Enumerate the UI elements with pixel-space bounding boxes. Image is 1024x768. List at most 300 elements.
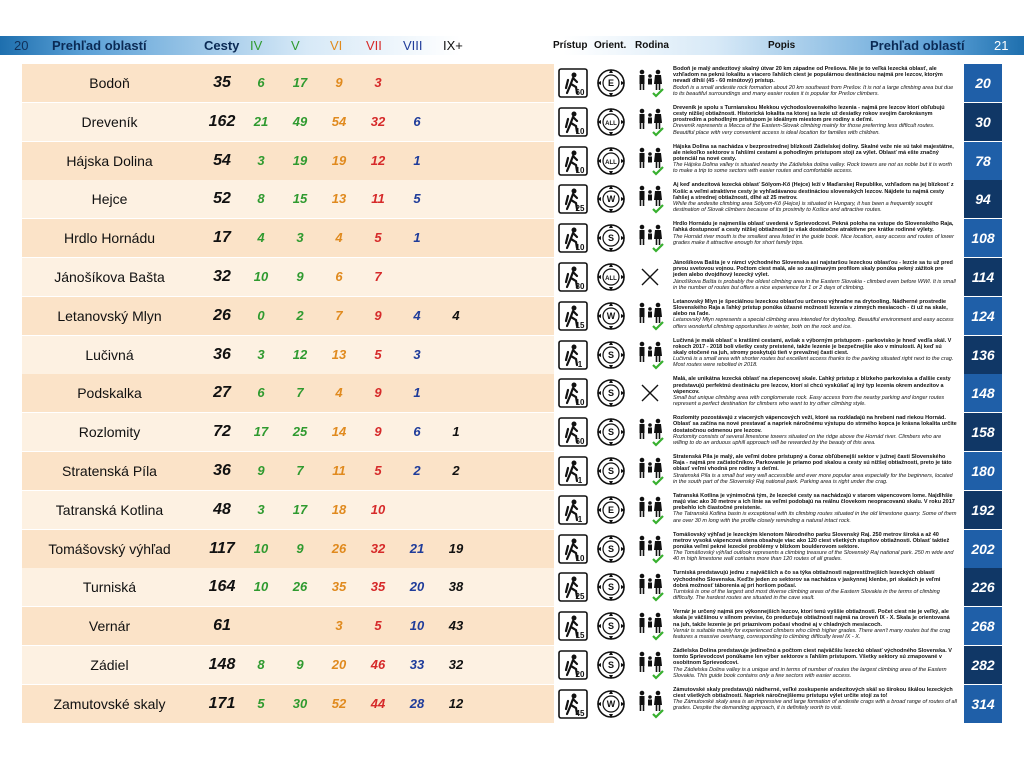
description-cell xyxy=(670,568,960,606)
table-row xyxy=(22,530,1002,568)
description-en: Letanovský Mlyn represents a special climbing area intended for drytooling. Beautiful environment and easy access offers wonderful climbing opportunities in winter, both on the rock and ice. xyxy=(673,317,954,330)
orientation-label: S xyxy=(607,543,615,554)
compass-icon xyxy=(596,340,626,370)
icons-cell xyxy=(555,374,669,412)
page-number-right: 21 xyxy=(994,38,1009,53)
description-sk: Hrdlo Hornádu je najmenšia oblasť uvedená v Sprievodcovi. Pekná poloha na vstupe do Slovenského Raja, ľahká dostupnosť a cesty nižšej obtiažnosti ju však dostatočne atraktívne pre krátke rodinné výlety. xyxy=(673,221,954,234)
orientation-label: S xyxy=(607,466,615,476)
col-header-vi: VI xyxy=(330,38,343,53)
routes-count: 171 xyxy=(208,694,236,712)
access-minutes: 25 xyxy=(575,592,585,602)
table-row xyxy=(22,374,1002,412)
grade-viii-count: 1 xyxy=(413,385,421,401)
icons-cell xyxy=(555,180,669,218)
family-icon xyxy=(635,340,665,370)
grade-vi-count: 35 xyxy=(331,579,347,595)
table-row xyxy=(22,452,1002,490)
grade-iv-count: 10 xyxy=(253,269,269,284)
orientation-label: ALL xyxy=(605,120,617,127)
grade-vii-count: 32 xyxy=(370,540,386,556)
routes-count: 117 xyxy=(209,539,235,557)
page-title-right: Prehľad oblastí xyxy=(870,38,965,53)
grade-iv-count: 10 xyxy=(253,579,269,595)
description-sk: Zádielska Dolina predstavuje jedinečnú a počtom ciest najväčšiu lezeckú oblasť východného Slovenska. V tomto Sprievodcovi ponúkame len výber sektorov s ľahším prístupom. Všetky sektory sú zmapované v osobitnom Sprievodcovi. xyxy=(673,648,952,667)
compass-icon xyxy=(596,650,626,680)
icons-cell xyxy=(555,103,669,141)
description-sk: Tatranská Kotlina je výnimočná tým, že lezecké cesty sa nachádzajú v starom vápencovom lome. Najdlhšie majú viac ako 30 metrov a ich línie sa veľmi podobajú na reálnu človekom neopracovanú skalu. V roku 2017 prebehlo ich čiastočné preistenie. xyxy=(673,492,955,512)
grade-v-count: 2 xyxy=(296,307,304,323)
access-minutes: 20 xyxy=(575,670,585,679)
page-link[interactable]: 124 xyxy=(964,297,1002,335)
grade-iv-count: 3 xyxy=(257,152,265,168)
grade-viii-count: 3 xyxy=(413,346,421,362)
description-en: Rozlomity consists of several limestone towers situated on the ridge above the Hornád river. Climbers who are willing to do an arduous uphill approach will be rewarded by the beauty of this area. xyxy=(673,433,942,446)
orientation-label: S xyxy=(607,660,615,670)
grade-v-count xyxy=(281,607,319,645)
description-cell xyxy=(670,374,960,412)
col-header-cesty: Cesty xyxy=(204,38,240,53)
description-text xyxy=(670,64,960,97)
orientation-label: W xyxy=(606,194,616,205)
description-en: Turniská is one of the largest and most diverse climbing areas of the Eastern Slovakia in the terms of climbing difficulty. The hardest routes are situated in the cave vault. xyxy=(673,589,940,602)
grade-v-count: 25 xyxy=(292,424,308,440)
description-text xyxy=(670,258,960,291)
description-text xyxy=(670,413,960,446)
compass-icon xyxy=(596,689,626,719)
description-text xyxy=(670,568,960,601)
hiker-icon xyxy=(558,107,588,137)
grade-vii-count: 5 xyxy=(374,463,382,478)
grade-vii-count: 11 xyxy=(371,191,385,207)
area-name[interactable]: Lučivná xyxy=(85,346,134,363)
icons-cell xyxy=(555,452,669,490)
description-cell xyxy=(670,413,960,451)
access-minutes: 10 xyxy=(575,126,585,136)
description-cell xyxy=(670,646,960,684)
description-text xyxy=(670,685,960,712)
description-text xyxy=(670,491,960,524)
access-minutes: 10 xyxy=(575,165,585,175)
grade-iv-count: 0 xyxy=(257,307,265,323)
hiker-icon xyxy=(558,68,588,98)
compass-icon xyxy=(596,107,626,137)
table-row xyxy=(22,685,1002,723)
description-text xyxy=(670,607,960,640)
routes-count: 61 xyxy=(213,617,231,635)
grade-iv-count: 8 xyxy=(257,657,265,672)
grade-vii-count: 9 xyxy=(374,307,382,323)
grade-vi-count: 11 xyxy=(332,463,346,478)
grade-iv-count: 17 xyxy=(253,424,269,440)
grade-v-count: 49 xyxy=(292,113,308,129)
orientation-label: E xyxy=(607,504,615,515)
area-name[interactable]: Hájska Dolina xyxy=(66,152,153,169)
grade-vii-count: 3 xyxy=(374,75,382,90)
table-row xyxy=(22,646,1002,684)
grade-ix-count: 1 xyxy=(452,424,460,440)
page-link[interactable]: 148 xyxy=(964,374,1002,412)
grade-ix-count xyxy=(437,258,475,296)
family-icon xyxy=(635,68,665,98)
page-link[interactable]: 202 xyxy=(964,530,1002,568)
grade-v-count: 3 xyxy=(296,230,304,246)
col-header-pristup: Prístup xyxy=(553,40,588,51)
grade-iv-count: 6 xyxy=(257,385,265,401)
page-link[interactable]: 94 xyxy=(964,180,1002,218)
grade-vi-count: 4 xyxy=(335,230,343,246)
grade-v-count: 17 xyxy=(292,501,308,517)
icons-cell xyxy=(555,646,669,684)
orientation-label: S xyxy=(607,582,615,593)
grade-viii-count: 6 xyxy=(413,113,421,129)
col-header-popis: Popis xyxy=(768,40,796,51)
grade-vii-count: 9 xyxy=(374,424,382,440)
compass-icon xyxy=(596,262,626,292)
hiker-icon xyxy=(558,572,588,602)
page-link[interactable]: 226 xyxy=(964,568,1002,606)
grade-viii-count: 33 xyxy=(409,657,425,672)
orientation-label: S xyxy=(607,427,615,438)
table-row xyxy=(22,219,1002,257)
grade-iv-count: 5 xyxy=(257,695,265,711)
table-row xyxy=(22,336,1002,374)
orientation-label: ALL xyxy=(605,159,617,166)
grade-viii-count xyxy=(398,491,436,529)
grade-ix-count: 4 xyxy=(452,307,460,323)
compass-icon xyxy=(596,184,626,214)
routes-count: 36 xyxy=(213,462,231,479)
access-minutes: 45 xyxy=(575,708,585,718)
grade-ix-count xyxy=(437,219,475,257)
col-header-orient: Orient. xyxy=(594,40,627,51)
family-icon xyxy=(635,417,665,447)
orientation-label: W xyxy=(606,698,616,709)
page-link[interactable]: 192 xyxy=(964,491,1002,529)
description-cell xyxy=(670,491,960,529)
col-header-ix: IX+ xyxy=(443,38,463,53)
grade-viii-count: 21 xyxy=(409,540,425,556)
description-text xyxy=(670,374,960,407)
area-name[interactable]: Jánošíkova Bašta xyxy=(54,269,165,285)
area-name[interactable]: Letanovský Mlyn xyxy=(57,307,162,324)
area-name[interactable]: Turniská xyxy=(82,579,137,596)
routes-count: 52 xyxy=(213,190,231,208)
grade-vi-count: 54 xyxy=(331,113,347,129)
grade-viii-count xyxy=(398,64,436,102)
description-en: The Hornád river mouth is the smallest area listed in the guide book. Nice location, easy access and routes of lower grades make it attractive enough for short family trips. xyxy=(673,233,954,246)
access-minutes: 10 xyxy=(575,243,585,253)
grade-vi-count: 13 xyxy=(331,191,347,207)
area-name[interactable]: Vernár xyxy=(88,618,131,635)
orientation-label: S xyxy=(607,233,615,244)
family-icon xyxy=(635,146,665,176)
description-text xyxy=(670,297,960,330)
page-link[interactable]: 30 xyxy=(964,103,1002,141)
access-minutes: 15 xyxy=(575,631,585,641)
grade-iv-count: 21 xyxy=(253,113,269,129)
family-icon xyxy=(635,495,665,525)
col-header-rodina: Rodina xyxy=(635,40,669,51)
table-row xyxy=(22,297,1002,335)
orientation-label: ALL xyxy=(605,276,617,282)
description-sk: Rozlomity pozostávajú z viacerých vápencových veží, ktoré sa rozkladajú na hrebeni nad riekou Hornád. Oblasť sa začína na nové prestavať a napriek náročnému výstupu do strmého kopca je krásna lokalita určite dostatočnou odmenou pre lezcov. xyxy=(673,415,957,434)
grade-ix-count xyxy=(437,374,475,412)
grade-vii-count: 44 xyxy=(370,695,386,711)
routes-count: 35 xyxy=(213,74,231,91)
routes-count: 54 xyxy=(213,151,231,169)
grade-v-count: 15 xyxy=(292,191,308,207)
routes-count: 32 xyxy=(213,268,231,285)
icons-cell xyxy=(555,685,669,723)
area-name[interactable]: Hejce xyxy=(91,191,128,208)
description-text xyxy=(670,336,960,369)
hiker-icon xyxy=(558,495,588,525)
compass-icon xyxy=(596,146,626,176)
area-name[interactable]: Podskalka xyxy=(77,385,142,402)
description-cell xyxy=(670,142,960,180)
description-text xyxy=(670,219,960,246)
description-en: Small but unique climbing area with conglomerate rock. Easy access from the nearby parking and longer routes represent a perfect destination for climbers who want to try other climbing style. xyxy=(673,395,945,408)
page-link[interactable]: 314 xyxy=(964,685,1002,723)
grade-vii-count: 46 xyxy=(370,657,386,672)
orientation-label: W xyxy=(606,310,616,321)
description-cell xyxy=(670,336,960,374)
description-en: The Tomášovský výhľad outlook represents a climbing treasure of the Slovenský Raj national park. 250 m wide and 40 m high limestone wall contains more than 120 routes of all grades. xyxy=(673,550,954,563)
grade-v-count: 30 xyxy=(292,695,308,711)
grade-ix-count: 32 xyxy=(448,657,464,672)
not-family-icon xyxy=(635,262,665,292)
grade-iv-count: 3 xyxy=(257,346,265,362)
grade-ix-count xyxy=(437,64,475,102)
access-minutes: 10 xyxy=(575,553,585,563)
compass-icon xyxy=(596,611,626,641)
grade-vii-count: 32 xyxy=(370,113,386,129)
hiker-icon xyxy=(558,340,588,370)
icons-cell xyxy=(555,258,669,296)
col-header-vii: VII xyxy=(366,38,382,53)
access-minutes: 10 xyxy=(575,398,585,408)
grade-viii-count: 5 xyxy=(413,191,421,207)
grade-v-count: 9 xyxy=(296,657,304,672)
icons-cell xyxy=(555,219,669,257)
routes-count: 27 xyxy=(213,384,231,402)
grade-viii-count: 28 xyxy=(409,695,425,711)
grade-v-count: 26 xyxy=(292,579,308,595)
grade-iv-count: 6 xyxy=(257,75,265,90)
area-name[interactable]: Tomášovský výhľad xyxy=(48,540,171,557)
description-sk: Stratenská Píla je malý, ale veľmi dobre prístupný a čoraz obľúbenejší sektor v južnej časti Slovenského Raja - najmä pre začiatočníkov. Parkovanie je priamo pod skalou a cesty sú nižšej obtiažnosti, preto je táto oblasť veľmi vhodná pre rodiny s deťmi. xyxy=(673,454,952,473)
page-link[interactable]: 268 xyxy=(964,607,1002,645)
grade-vii-count: 35 xyxy=(370,579,386,595)
col-header-v: V xyxy=(291,38,300,53)
family-icon xyxy=(635,572,665,602)
grade-iv-count xyxy=(242,607,280,645)
access-minutes: 1 xyxy=(577,514,583,524)
grade-v-count: 7 xyxy=(296,463,304,478)
grade-vi-count: 14 xyxy=(331,424,347,440)
col-header-iv: IV xyxy=(250,38,263,53)
grade-v-count: 9 xyxy=(296,540,304,556)
grade-v-count: 12 xyxy=(292,346,308,362)
hiker-icon xyxy=(558,689,588,719)
grade-viii-count: 20 xyxy=(409,579,425,595)
access-minutes: 25 xyxy=(575,204,585,214)
family-icon xyxy=(635,534,665,564)
grade-vii-count: 5 xyxy=(374,618,382,634)
description-cell xyxy=(670,103,960,141)
grade-ix-count: 19 xyxy=(448,540,464,556)
area-name[interactable]: Rozlomity xyxy=(78,424,141,441)
description-sk: Lučivná je malá oblasť s kratšími cestami, avšak s výborným prístupom - parkovisko je hneď vedľa skál. V rokoch 2017 - 2018 boli všetky cesty preistené, takže lezenie je bezpečnejšie ako v minulosti. Aj keď sú skaly otočené na juh, stromy poskytujú tieň v prevažnej časti ciest. xyxy=(673,337,952,356)
icons-cell xyxy=(555,568,669,606)
page-link[interactable]: 158 xyxy=(964,413,1002,451)
page-title-left: Prehľad oblastí xyxy=(52,38,147,53)
hiker-icon xyxy=(558,262,588,292)
grade-vi-count: 18 xyxy=(331,501,347,517)
grade-vii-count: 10 xyxy=(370,501,386,517)
grade-vii-count: 5 xyxy=(374,230,382,246)
grade-vi-count: 26 xyxy=(331,540,347,556)
description-en: While the andesite climbing area Sólyom-Kő (Hejce) is situated in Hungary, it has been a frequently sought destination of Slovak climbers because of its proximity to Košice and attractive routes. xyxy=(673,201,933,214)
description-sk: Vernár je určený najmä pre výkonnejších lezcov, ktorí tenú vyššie obtiažnosti. Počet ciest nie je veľký, ale skala je väčšinou v silnom previse, čo predurčuje obtiažnosti najmä na úroveň IX - X. Skala je orientovaná na juh, takže lezenie je pri priaznivom počasí vhodné aj v chladných mesiacoch. xyxy=(673,609,950,628)
description-en: Bodoň is a small andesite rock formation about 20 km southeast from Prešov. It is not a large climbing area but due to its beautiful surroundings and many easier routes it is popular for Prešov climbers. xyxy=(673,84,954,97)
icons-cell xyxy=(555,336,669,374)
description-en: The Hájska Dolina valley is situated nearby the Zádielska dolina valley. Rock towers are not as noble but it is worth to make a trip to some sectors with easier routes and comfortable access. xyxy=(673,162,953,175)
description-en: Stratenská Píla is a small but very well accessible and ever more popular area especially for the beginners, located in the south part of the Slovenský Raj national park. Parking area is right under the crag. xyxy=(673,472,953,485)
description-cell xyxy=(670,258,960,296)
compass-icon xyxy=(596,223,626,253)
page-link[interactable]: 136 xyxy=(964,336,1002,374)
grade-vi-count: 6 xyxy=(335,269,343,284)
description-sk: Malá, ale unikátna lezecká oblasť na zlepencovej skale. Ľahký prístup z blízkeho parkoviska a ďalšie cesty predstavujú perfektnú destináciu pre lezcov, ktorí si chcú vyskúšať aj iný typ lezenia okrem andezitov a vápencov. xyxy=(673,376,951,395)
icons-cell xyxy=(555,607,669,645)
area-name[interactable]: Bodoň xyxy=(89,75,130,91)
hiker-icon xyxy=(558,223,588,253)
family-icon xyxy=(635,184,665,214)
description-en: Vernár is suitable mainly for experienced climbers who climb higher grades. There aren't many routes but the crag features a massive overhang, corresponding to climbing difficulty level IX - X. xyxy=(673,627,951,640)
icons-cell xyxy=(555,297,669,335)
routes-count: 148 xyxy=(208,656,236,673)
compass-icon xyxy=(596,378,626,408)
description-cell xyxy=(670,530,960,568)
icons-cell xyxy=(555,491,669,529)
grade-ix-count: 38 xyxy=(448,579,464,595)
family-icon xyxy=(635,107,665,137)
hiker-icon xyxy=(558,184,588,214)
family-icon xyxy=(635,689,665,719)
routes-count: 17 xyxy=(213,229,231,247)
grade-ix-count xyxy=(437,142,475,180)
table-row xyxy=(22,64,1002,102)
description-text xyxy=(670,142,960,175)
page-link[interactable]: 20 xyxy=(964,64,1002,102)
page-link[interactable]: 180 xyxy=(964,452,1002,490)
orientation-label: S xyxy=(607,621,615,632)
grade-vi-count: 13 xyxy=(331,346,347,362)
compass-icon xyxy=(596,417,626,447)
description-en: Lučivná is a small area with shorter routes but excellent access thanks to the parking situated right next to the crag. Most routes were rebolted in 2018. xyxy=(673,356,954,369)
grade-vi-count: 7 xyxy=(335,307,343,323)
description-cell xyxy=(670,219,960,257)
page-link[interactable]: 78 xyxy=(964,142,1002,180)
page-number-left: 20 xyxy=(14,38,29,53)
grade-viii-count: 4 xyxy=(413,307,421,323)
hiker-icon xyxy=(558,417,588,447)
compass-icon xyxy=(596,301,626,331)
table-row xyxy=(22,568,1002,606)
hiker-icon xyxy=(558,456,588,486)
routes-count: 162 xyxy=(208,112,236,130)
table-row xyxy=(22,413,1002,451)
grade-viii-count: 1 xyxy=(413,230,421,246)
description-sk: Jánošíkova Bašta je v rámci východného Slovenska asi najstaršou lezeckou oblasťou - lezcie sa tu už pred prvou svetovou vojnou. Počtom ciest malá, ale so zaujímavým profilom skaly ponúka pekný zážitok pre jeden alebo dvojdňový lezecký výlet. xyxy=(673,260,953,279)
description-text xyxy=(670,452,960,485)
family-icon xyxy=(635,456,665,486)
grade-vi-count: 3 xyxy=(335,618,343,634)
grade-ix-count: 43 xyxy=(448,618,464,634)
access-minutes: 60 xyxy=(575,88,585,97)
description-cell xyxy=(670,685,960,723)
page-link[interactable]: 282 xyxy=(964,646,1002,684)
compass-icon xyxy=(596,572,626,602)
grade-vi-count: 19 xyxy=(331,152,347,168)
page-link[interactable]: 114 xyxy=(964,258,1002,296)
compass-icon xyxy=(596,534,626,564)
grade-vii-count: 7 xyxy=(374,269,382,284)
description-sk: Dreveník je spolu s Turnianskou Mekkou východoslovenského lezenia - najmä pre lezcov ktorí obľubujú cesty nižšej obtiažnosti. Historická lokalita na ktorej sa lezie už desiatky rokov svojím čarokrásnym prostredím a pohodlným prístupom je ideálnym miestom pre rodiny s deťmi. xyxy=(673,104,945,124)
grade-vii-count: 9 xyxy=(374,385,382,401)
grade-ix-count xyxy=(437,491,475,529)
description-text xyxy=(670,103,960,136)
grade-ix-count xyxy=(437,336,475,374)
not-family-icon xyxy=(635,378,665,408)
grade-v-count: 19 xyxy=(292,152,308,168)
area-name[interactable]: Zamutovské skaly xyxy=(53,695,166,712)
area-name[interactable]: Dreveník xyxy=(81,113,138,130)
grade-iv-count: 10 xyxy=(253,540,269,556)
family-icon xyxy=(635,223,665,253)
area-name[interactable]: Zádiel xyxy=(90,657,129,673)
routes-count: 72 xyxy=(213,423,231,441)
description-sk: Tomášovský výhľad je lezeckým klenotom Národného parku Slovenský Raj. 250 metrov široká a až 40 metrov vysoká vápencová stena obsahuje viac ako 120 ciest všetkých stupňov obtiažnosti. Oblasť taktiež ponúka veľmi pekné lezecké problémy v blízkom boulderovom sektore. xyxy=(673,531,950,550)
icons-cell xyxy=(555,413,669,451)
table-row xyxy=(22,491,1002,529)
area-name[interactable]: Tatranská Kotlina xyxy=(55,501,164,518)
access-minutes: 15 xyxy=(575,320,585,330)
hiker-icon xyxy=(558,534,588,564)
grade-v-count: 7 xyxy=(296,385,304,401)
area-name[interactable]: Hrdlo Hornádu xyxy=(63,230,156,247)
table-row xyxy=(22,180,1002,218)
page-link[interactable]: 108 xyxy=(964,219,1002,257)
hiker-icon xyxy=(558,301,588,331)
family-icon xyxy=(635,611,665,641)
table-row xyxy=(22,258,1002,296)
access-minutes: 60 xyxy=(575,437,585,447)
access-minutes: 1 xyxy=(577,476,583,485)
area-name[interactable]: Stratenská Píla xyxy=(62,463,157,479)
description-en: The Tatranská Kotlina basin is exceptional with its climbing routes situated in the old limestone quarry. Some of them are over 30 m long with the profile closely reminding a natural intact rock. xyxy=(673,511,957,524)
routes-count: 164 xyxy=(208,578,236,596)
description-text xyxy=(670,646,960,679)
grade-vii-count: 5 xyxy=(374,346,382,362)
grade-vii-count: 12 xyxy=(370,152,386,168)
table-row xyxy=(22,142,1002,180)
description-en: Dreveník represents a Mecca of the Eastern-Slovak climbing mainly for those preferring less difficult routes. Beautiful place with very convenient access is ideal location for families with children. xyxy=(673,123,935,136)
routes-count: 48 xyxy=(213,500,231,518)
table-row xyxy=(22,103,1002,141)
description-sk: Turniská predstavujú jednu z najväčších a čo sa týka obtiažnosti najprestížnejších lezeckých oblastí východného Slovenska. Keďže jeden zo sektorov sa nachádza v jaskynnej klenbe, pri skalách je veľmi dobrá možnosť táborenia aj pri horšom počasí. xyxy=(673,570,941,589)
